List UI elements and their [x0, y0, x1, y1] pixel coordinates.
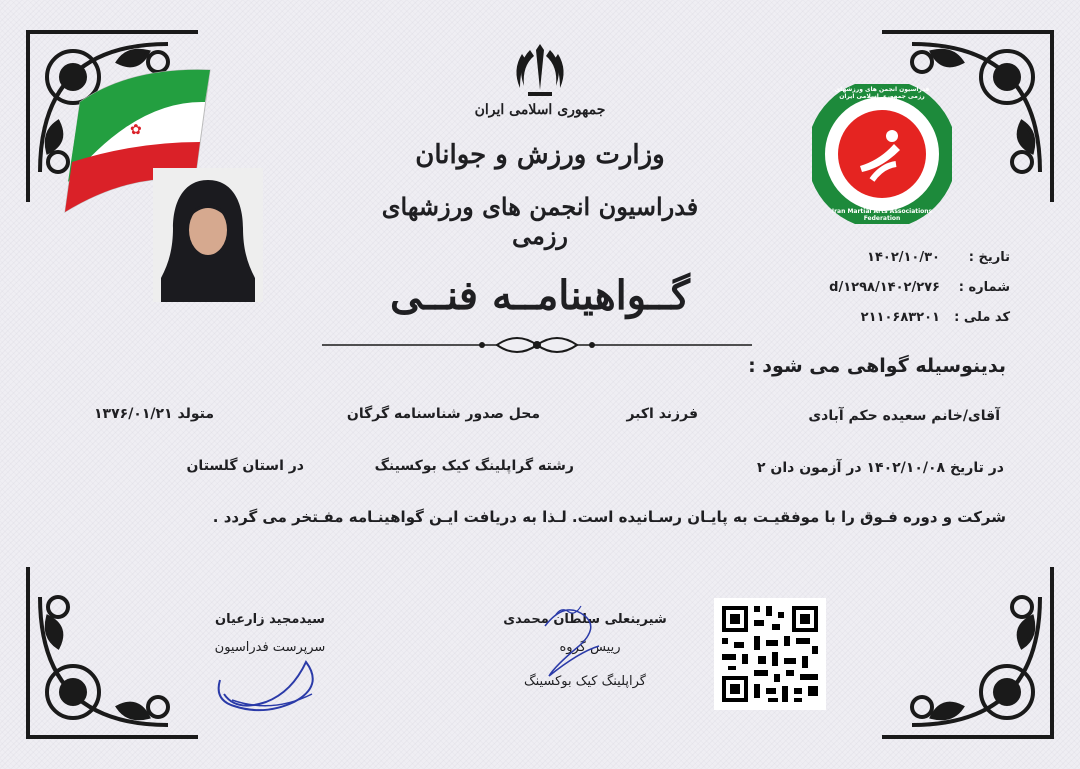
date-label: تاریخ :: [968, 250, 1010, 265]
mid-signer-title: رییس گروه: [559, 640, 621, 655]
province: در استان گلستان: [186, 458, 304, 474]
field-name: رشته گراپلینگ کیک بوکسینگ: [374, 458, 574, 474]
svg-text:✿: ✿: [130, 122, 142, 138]
federation-title: فدراسیون انجمن های ورزشهای رزمی: [381, 192, 699, 250]
issue-place: محل صدور شناسنامه گرگان: [346, 406, 540, 422]
corner-ornament-bottom-left: [18, 557, 208, 747]
completion-text: شرکت و دوره فـوق را با موفقیـت به پایـان رسـانیده است. لـذا به دریافت ایـن گواهینـامه مفـتخر می گردد .: [212, 508, 1006, 526]
qr-code-icon: [714, 598, 826, 710]
ornamental-divider: [322, 334, 752, 356]
left-signature-icon: [212, 640, 332, 730]
father-name: فرزند اکبر: [626, 406, 698, 422]
birth-date: متولد ۱۳۷۶/۰۱/۲۱: [94, 406, 214, 422]
logo-text-fa: فدراسیون انجمن های ورزشهای رزمی جمهوری اسلامی ایران: [834, 86, 930, 100]
number-value: ۱۴۰۲/۲۷۶/d/۱۲۹۸: [829, 280, 940, 295]
exam-date: در تاریخ ۱۴۰۲/۱۰/۰۸ در آزمون دان ۲: [757, 460, 1004, 476]
republic-title: جمهوری اسلامی ایران: [474, 102, 606, 118]
certificate-title: گــواهینامــه فنــی: [390, 272, 690, 319]
person-portrait-icon: [153, 168, 263, 302]
number-label: شماره :: [958, 280, 1010, 295]
mid-signer-name: شیرینعلی سلطان محمدی: [503, 612, 667, 627]
holder-name: آقای/خانم سعیده حکم آبادی: [808, 408, 1000, 424]
federation-logo: [812, 84, 952, 224]
mid-signature-icon: [535, 596, 625, 686]
left-signer-name: سیدمجید زارعیان: [215, 612, 325, 627]
holder-photo: [153, 168, 263, 302]
federation-logo-icon: [812, 84, 952, 224]
mid-signer-field: گراپلینگ کیک بوکسینگ: [524, 674, 646, 689]
national-code-label: کد ملی :: [954, 310, 1010, 325]
date-row: [750, 250, 1010, 265]
logo-text-en: Iran Martial Arts Associations Federation: [831, 208, 933, 222]
number-row: [750, 280, 1010, 295]
qr-code: [714, 598, 826, 710]
national-code-value: ۲۱۱۰۶۸۳۲۰۱: [860, 310, 940, 325]
date-value: ۱۴۰۲/۱۰/۳۰: [867, 250, 940, 265]
left-signer-title: سرپرست فدراسیون: [214, 640, 326, 655]
corner-ornament-bottom-right: [872, 557, 1062, 747]
iran-emblem-icon: [512, 40, 568, 100]
national-code-row: [750, 310, 1010, 325]
ministry-title: وزارت ورزش و جوانان: [415, 140, 665, 170]
intro-text: بدینوسیله گواهی می شود :: [748, 355, 1006, 377]
